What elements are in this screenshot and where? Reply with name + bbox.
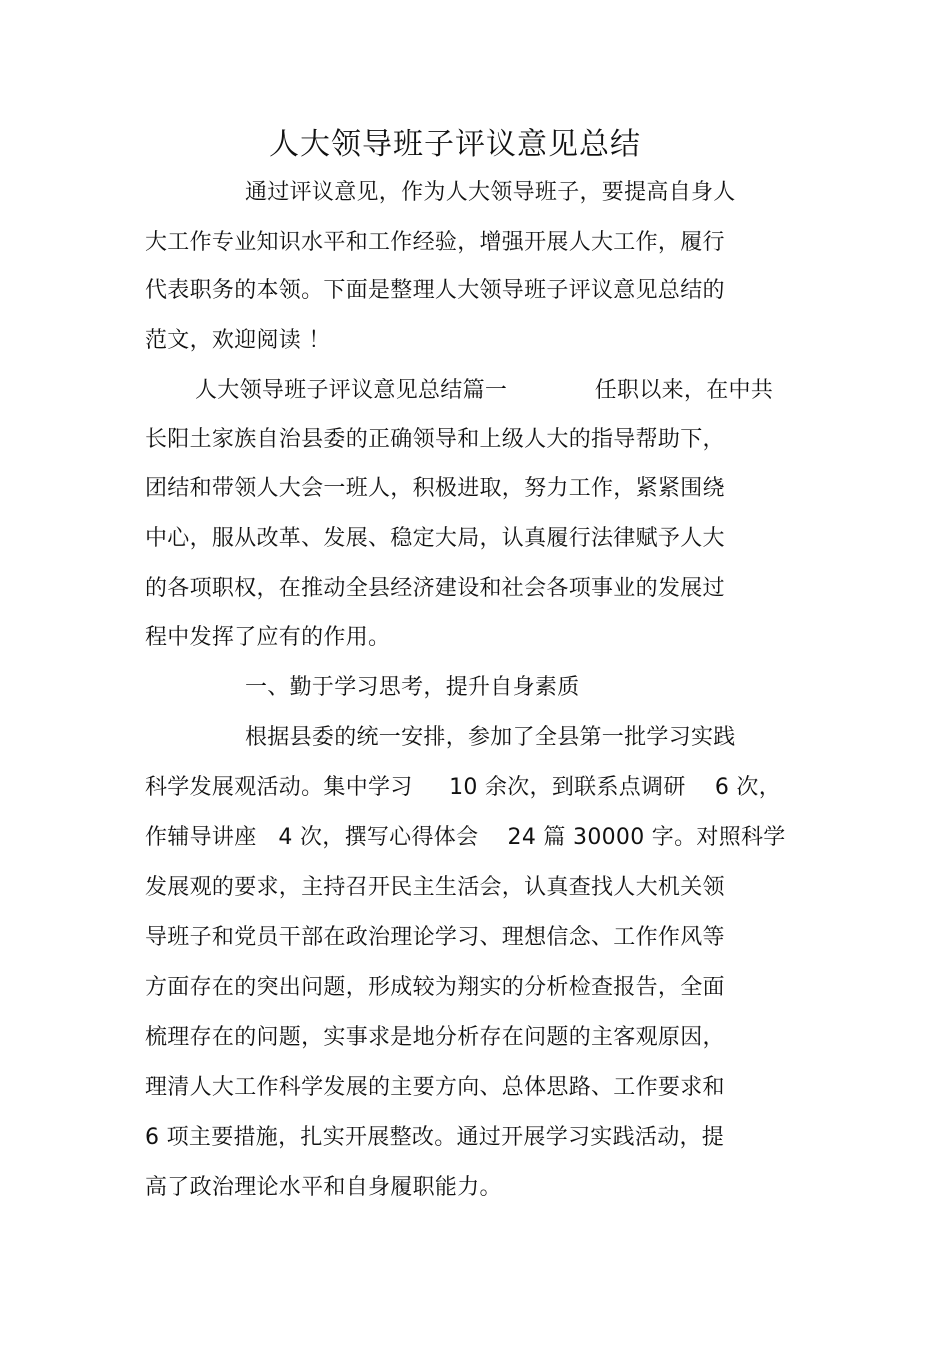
paragraph-line: 作辅导讲座 4 次，撰写心得体会 24 篇 30000 字。对照科学: [145, 825, 786, 850]
paragraph-line: 长阳土家族自治县委的正确领导和上级人大的指导帮助下，: [145, 427, 725, 452]
paragraph-line: 理清人大工作科学发展的主要方向、总体思路、工作要求和: [145, 1075, 725, 1100]
paragraph-line: 6 项主要措施，扎实开展整改。通过开展学习实践活动，提: [145, 1125, 725, 1150]
document-title: 人大领导班子评议意见总结: [269, 127, 641, 162]
paragraph-line: 中心，服从改革、发展、稳定大局，认真履行法律赋予人大: [145, 526, 725, 551]
paragraph-line: 科学发展观活动。集中学习 10 余次，到联系点调研 6 次，: [145, 775, 782, 800]
paragraph-line: 梳理存在的问题，实事求是地分析存在问题的主客观原因，: [145, 1025, 725, 1050]
paragraph-line: 的各项职权，在推动全县经济建设和社会各项事业的发展过: [145, 576, 725, 601]
paragraph-line: 导班子和党员干部在政治理论学习、理想信念、工作作风等: [145, 925, 725, 950]
paragraph-line: 高了政治理论水平和自身履职能力。: [145, 1175, 502, 1200]
paragraph-line: 通过评议意见，作为人大领导班子，要提高自身人: [245, 180, 736, 205]
paragraph-line: 范文，欢迎阅读 ！: [145, 328, 331, 353]
paragraph-line: 代表职务的本领。下面是整理人大领导班子评议意见总结的: [145, 278, 725, 303]
paragraph-line: 程中发挥了应有的作用。: [145, 625, 391, 650]
paragraph-line: 根据县委的统一安排，参加了全县第一批学习实践: [245, 725, 736, 750]
subheading-line: 一、勤于学习思考，提升自身素质: [245, 675, 580, 700]
section-heading-line: 人大领导班子评议意见总结篇一 任职以来，在中共: [195, 378, 774, 403]
paragraph-line: 方面存在的突出问题，形成较为翔实的分析检查报告，全面: [145, 975, 725, 1000]
paragraph-line: 发展观的要求，主持召开民主生活会，认真查找人大机关领: [145, 875, 725, 900]
paragraph-line: 大工作专业知识水平和工作经验，增强开展人大工作，履行: [145, 230, 725, 255]
paragraph-line: 团结和带领人大会一班人，积极进取，努力工作，紧紧围绕: [145, 476, 725, 501]
